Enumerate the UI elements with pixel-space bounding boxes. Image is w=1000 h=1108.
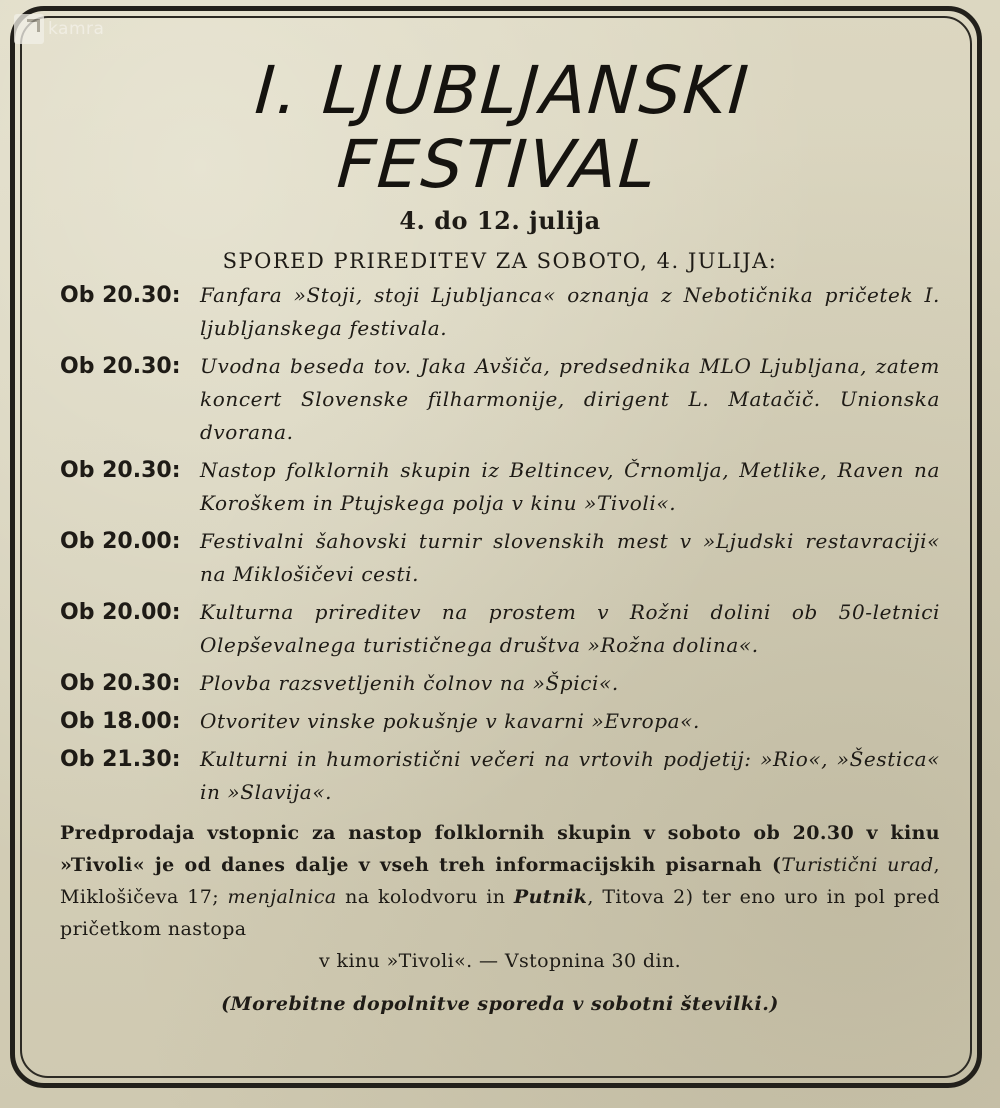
presale-text-1: Predprodaja vstopnic za nastop folklornih skupin v soboto ob 20.30 v kinu »Tivoli« je od danes dalje v vseh treh informacijskih pisarnah ( — [60, 822, 940, 876]
event-time: Ob 20.30: — [60, 354, 181, 379]
event-description: Otvoritev vinske pokušnje v kavarni »Evropa«. — [200, 709, 700, 733]
event-description: Nastop folklornih skupin iz Beltincev, Črnomlja, Metlike, Raven na Koroškem in Ptujskega polja v kinu »Tivoli«. — [200, 458, 940, 515]
event-time: Ob 20.00: — [60, 529, 181, 554]
title-line-2: FESTIVAL — [334, 126, 661, 203]
event-description: Plovba razsvetljenih čolnov na »Špici«. — [200, 671, 619, 695]
ticket-presale-notice — [60, 817, 940, 945]
event-item — [60, 667, 940, 700]
archive-watermark — [14, 14, 104, 44]
event-time: Ob 21.30: — [60, 747, 181, 772]
event-description: Festivalni šahovski turnir slovenskih mest v »Ljudski restavraciji« na Miklošičevi cesti. — [200, 529, 940, 586]
kamra-logo-icon — [14, 14, 44, 44]
festival-title — [55, 54, 945, 202]
presale-text-4: , Titova 2) ter eno uro in pol pred pričetkom nastopa — [60, 886, 940, 940]
event-item — [60, 743, 940, 809]
event-item — [60, 350, 940, 449]
announcement — [60, 54, 940, 1015]
presale-putnik: Putnik — [513, 886, 588, 908]
presale-last-line: v kinu »Tivoli«. — Vstopnina 30 din. — [318, 950, 682, 972]
event-item — [60, 705, 940, 738]
event-time: Ob 20.30: — [60, 283, 181, 308]
event-time: Ob 20.30: — [60, 671, 181, 696]
event-time: Ob 20.30: — [60, 458, 181, 483]
title-line-1: I. LJUBLJANSKI — [252, 52, 753, 129]
event-item — [60, 454, 940, 520]
program-heading: SPORED PRIREDITEV ZA SOBOTO, 4. JULIJA: — [222, 249, 778, 273]
presale-text-2: , Miklošičeva 17; — [60, 854, 940, 908]
event-item — [60, 279, 940, 345]
event-description: Kulturna prireditev na prostem v Rožni dolini ob 50-letnici Olepševalnega turističnega društva »Rožna dolina«. — [200, 600, 940, 657]
presale-exchange-office: menjalnica — [227, 886, 337, 908]
event-description: Fanfara »Stoji, stoji Ljubljanca« oznanja z Nebotičnika pričetek I. ljubljanskega festivala. — [200, 283, 940, 340]
event-item — [60, 596, 940, 662]
event-item — [60, 525, 940, 591]
festival-dates: 4. do 12. julija — [399, 206, 601, 235]
event-list — [60, 279, 940, 809]
event-time: Ob 18.00: — [60, 709, 181, 734]
event-time: Ob 20.00: — [60, 600, 181, 625]
event-description: Uvodna beseda tov. Jaka Avšiča, predsednika MLO Ljubljana, zatem koncert Slovenske filharmonije, dirigent L. Matačič. Unionska dvorana. — [200, 354, 940, 444]
watermark-text: kamra — [48, 19, 105, 39]
supplement-note: (Morebitne dopolnitve sporeda v sobotni številki.) — [221, 993, 779, 1015]
presale-text-3: na kolodvoru in — [336, 886, 514, 908]
presale-tourist-office: Turistični urad — [781, 854, 934, 876]
event-description: Kulturni in humoristični večeri na vrtovih podjetij: »Rio«, »Šestica« in »Slavija«. — [200, 747, 940, 804]
